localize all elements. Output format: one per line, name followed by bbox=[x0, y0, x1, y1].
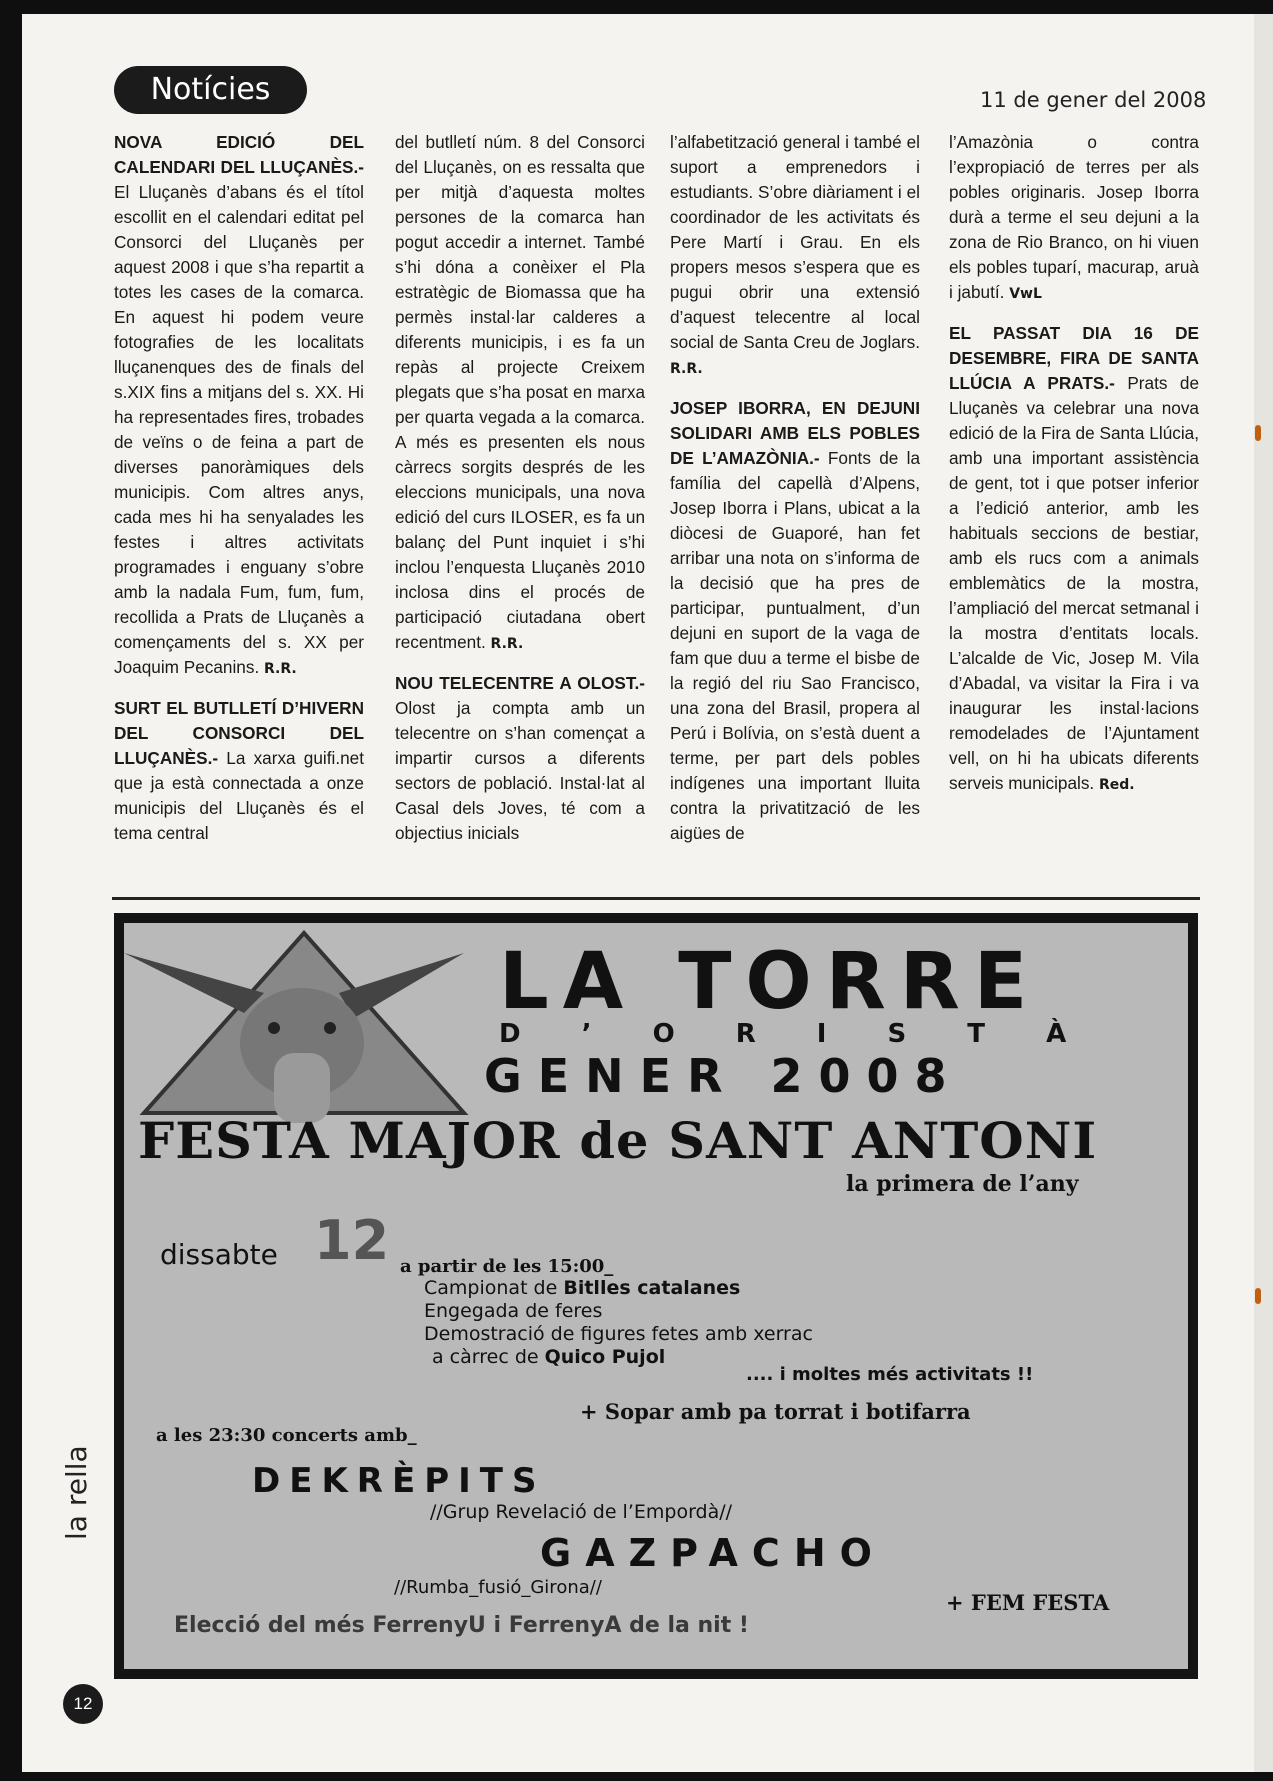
article-column-1 bbox=[114, 130, 364, 860]
poster-activity: Campionat de Bitlles catalanes bbox=[424, 1277, 741, 1299]
article-heading: NOVA EDICIÓ DEL CALENDARI DEL LLUÇANÈS.- bbox=[114, 132, 364, 177]
poster-festa: FESTA MAJOR de SANT ANTONI bbox=[138, 1111, 1098, 1170]
poster-concerts: a les 23:30 concerts amb_ bbox=[156, 1425, 417, 1446]
binding-mark bbox=[1255, 1288, 1261, 1304]
poster-highlight: Quico Pujol bbox=[544, 1346, 666, 1368]
poster-band-2-desc: //Rumba_fusió_Girona// bbox=[394, 1577, 602, 1598]
article-heading: NOU TELECENTRE A OLOST.- bbox=[395, 673, 645, 693]
page-edge bbox=[1254, 14, 1273, 1772]
poster-activity: Demostració de figures fetes amb xerrac bbox=[424, 1323, 813, 1345]
article-signature: R.R. bbox=[490, 636, 524, 652]
article-column-2 bbox=[395, 130, 645, 860]
section-title: Notícies bbox=[114, 66, 307, 114]
article-heading: JOSEP IBORRA, EN DEJUNI SOLIDARI AMB ELS POBLES DE L’AMAZÒNIA.- bbox=[670, 398, 920, 468]
poster-month: GENER 2008 bbox=[484, 1049, 963, 1103]
poster-band-1-desc: //Grup Revelació de l’Empordà// bbox=[430, 1501, 733, 1523]
article-body: La xarxa guifi.net que ja està connectada a onze municipis del Lluçanès és el tema central bbox=[114, 748, 364, 843]
donkey-sign-icon bbox=[124, 923, 484, 1123]
section-divider bbox=[112, 897, 1200, 900]
page-number: 12 bbox=[63, 1684, 103, 1724]
article-body: del butlletí núm. 8 del Consorci del Lluçanès, on es ressalta que per mitjà d’aquesta moltes persones de la comarca han pogut accedir a internet. També s’hi dóna a conèixer el Pla estratègic de Biomassa que ha permès instal·lar calderes a diferents municipis, i es fa un repàs al projecte Creixem plegats que s’ha posat en marxa per quarta vegada a la comarca. A més es presenten els nous càrrecs sorgits després de les eleccions municipals, una nova edició del curs ILOSER, es fa un balanç del Punt inquiet i s’hi inclou l’enquesta Lluçanès 2010 inclosa dins el procés de participació ciutadana obert recentment. bbox=[395, 132, 645, 652]
article-signature: VwL bbox=[1009, 286, 1042, 302]
poster-subtitle: D ’ O R I S T À bbox=[499, 1019, 1093, 1049]
poster-band-2: GAZPACHO bbox=[540, 1531, 886, 1575]
poster-eleccio: Elecció del més FerrenyU i FerrenyA de la nit ! bbox=[174, 1613, 749, 1638]
poster-dissabte: dissabte bbox=[160, 1238, 278, 1271]
article-column-3 bbox=[670, 130, 920, 860]
article-body: Fonts de la família del capellà d’Alpens, Josep Iborra i Plans, ubicat a la diòcesi de Guaporé, han fet arribar una nota on s’informa de la decisió que ha pres de participar, puntualment, d’un dejuni en suport de la vaga de fam que duu a terme el bisbe de la regió del riu Sao Francisco, una zona del Brasil, propera al Perú i Bolívia, on s’està duent a terme, per part dels pobles indígenes una important lluita contra la privatització de les aigües de bbox=[670, 448, 920, 843]
article-signature: R.R. bbox=[670, 361, 703, 377]
poster-highlight: Bitlles catalanes bbox=[563, 1277, 741, 1299]
poster-title: LA TORRE bbox=[499, 937, 1042, 1027]
article-signature: R.R. bbox=[264, 661, 297, 677]
event-poster bbox=[114, 913, 1198, 1679]
magazine-name: la rella bbox=[60, 1445, 93, 1540]
binding-mark bbox=[1255, 425, 1261, 441]
poster-primera: la primera de l’any bbox=[846, 1171, 1079, 1197]
article-signature: Red. bbox=[1098, 777, 1135, 793]
article-body: El Lluçanès d’abans és el títol escollit en el calendari editat pel Consorci del Lluçanès per aquest 2008 i que s’ha repartit a totes les cases de la comarca. En aquest hi podem veure fotografies de les localitats lluçanenques des de finals del s.XIX fins a mitjans del s. XX. Hi ha representades fires, trobades de veïns o de feina a part de diverses panoràmiques dels municipis. Com altres anys, cada mes hi ha senyalades les festes i altres activitats programades i enguany s’obre amb la nadala Fum, fum, fum, recollida a Prats de Lluçanès a començaments del s. XX per Joaquim Pecanins. bbox=[114, 182, 364, 677]
article-body: Prats de Lluçanès va celebrar una nova edició de la Fira de Santa Llúcia, amb una important assistència de gent, tot i que potser inferior a l’edició anterior, amb les habituals seccions de bestiar, amb els rucs com a animals emblemàtics de la mostra, l’ampliació del mercat setmanal i la mostra d’entitats locals. L’alcalde de Vic, Josep M. Vila d’Abadal, va visitar la Fira i va inaugurar les instal·lacions remodelades de l’Ajuntament vell, on hi ha ubicats diferents serveis municipals. bbox=[949, 373, 1200, 793]
poster-day: 12 bbox=[314, 1209, 390, 1272]
article-column-4 bbox=[949, 130, 1199, 812]
article-body: l’Amazònia o contra l’expropiació de terres per als pobles originaris. Josep Iborra durà a terme el seu dejuni a la zona de Rio Branco, on hi viuen els pobles tuparí, macurap, aruà i jabutí. bbox=[949, 132, 1199, 302]
poster-fem-festa: + FEM FESTA bbox=[946, 1590, 1110, 1615]
poster-from: a partir de les 15:00_ bbox=[400, 1256, 614, 1277]
article-heading: EL PASSAT DIA 16 DE DESEMBRE, FIRA DE SANTA LLÚCIA A PRATS.- bbox=[949, 323, 1199, 393]
poster-activity: a càrrec de Quico Pujol bbox=[432, 1346, 666, 1368]
article-heading: SURT EL BUTLLETÍ D’HIVERN DEL CONSORCI DEL LLUÇANÈS.- bbox=[114, 698, 364, 768]
article-body: Olost ja compta amb un telecentre on s’han començat a impartir cursos a diferents sectors de població. Instal·lat al Casal dels Joves, té com a objectius inicials bbox=[395, 698, 645, 843]
issue-date: 11 de gener del 2008 bbox=[980, 88, 1207, 112]
poster-band-1: DEKRÈPITS bbox=[252, 1461, 546, 1501]
poster-sopar: + Sopar amb pa torrat i botifarra bbox=[580, 1399, 971, 1424]
poster-activity: Engegada de feres bbox=[424, 1300, 603, 1322]
poster-more: .... i moltes més activitats !! bbox=[746, 1364, 1034, 1385]
article-body: l’alfabetització general i també el suport a emprenedors i estudiants. S’obre diàriament i el coordinador de les activitats és Pere Martí i Grau. En els propers mesos s’espera que es pugui obrir una extensió d’aquest telecentre al local social de Santa Creu de Joglars. bbox=[670, 132, 920, 352]
